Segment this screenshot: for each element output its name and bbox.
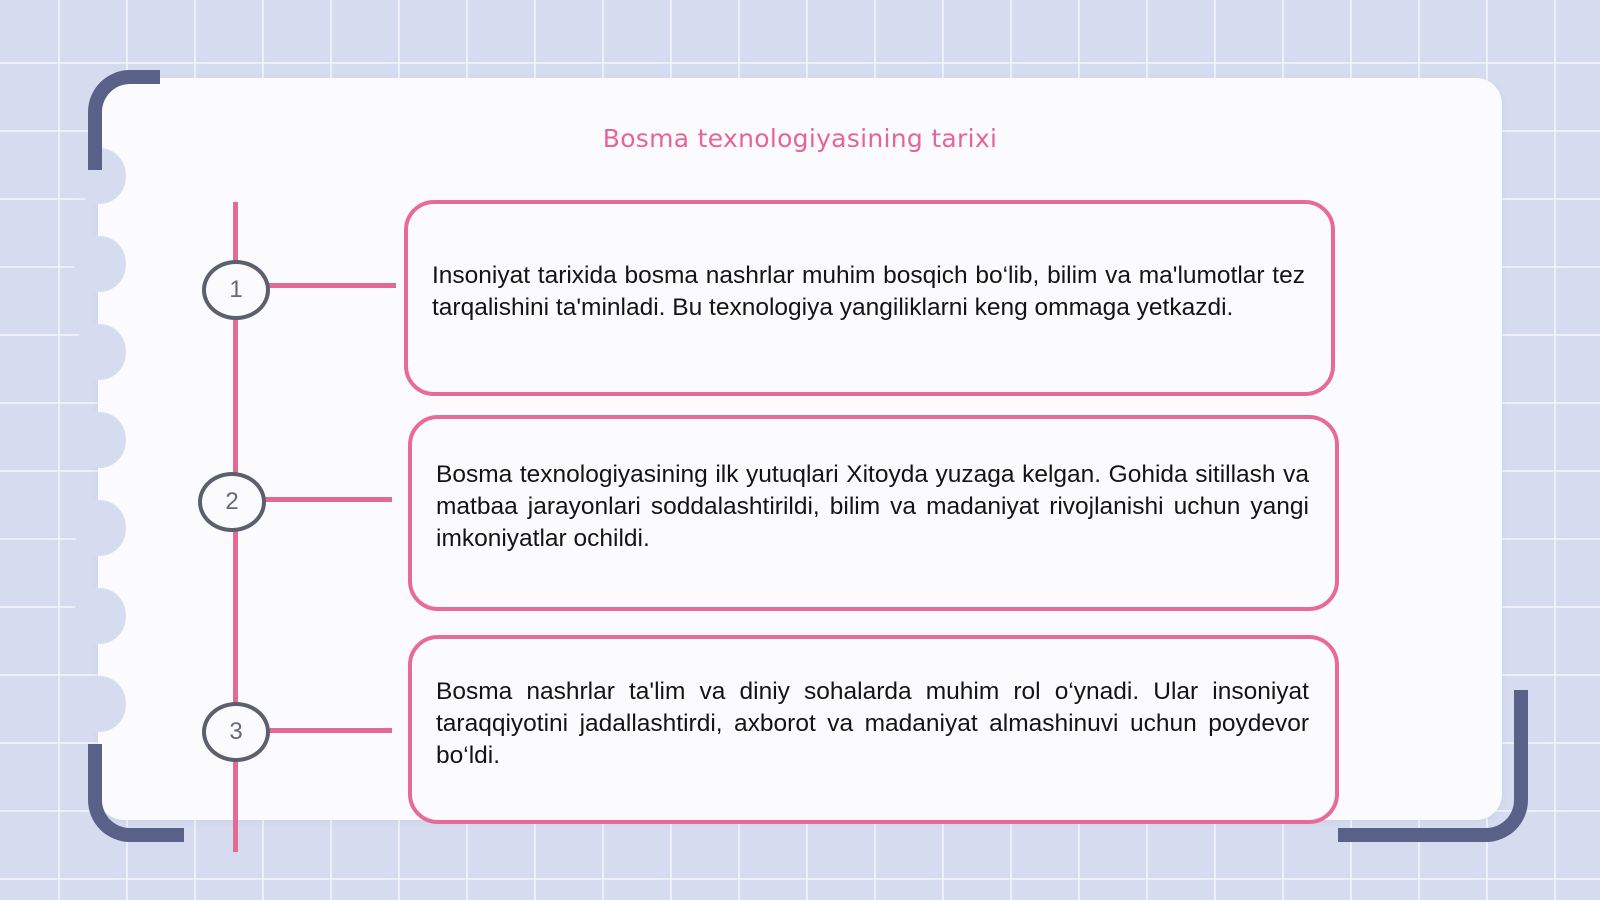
timeline-card <box>404 200 1335 396</box>
timeline-card-text: Bosma nashrlar ta'lim va diniy sohalarda muhim rol o‘ynadi. Ular insoniyat taraqqiyotini jadallashtirdi, axborot va madaniyat almashinuvi uchun poydevor bo‘ldi. <box>436 677 1309 769</box>
step-number-circle: 2 <box>198 472 266 532</box>
paper-notch <box>74 412 126 468</box>
step-number-circle: 3 <box>202 702 270 762</box>
paper-notch <box>74 500 126 556</box>
paper-notch <box>74 324 126 380</box>
paper-notch <box>74 588 126 644</box>
corner-bracket-top-left <box>88 70 160 170</box>
corner-bracket-bottom-right <box>1338 690 1528 842</box>
corner-bracket-bottom-left <box>88 744 184 842</box>
timeline-card <box>408 415 1339 611</box>
slide-title: Bosma texnologiyasining tarixi <box>602 124 998 153</box>
paper-notch <box>74 236 126 292</box>
connector-line <box>264 283 396 288</box>
connector-line <box>264 728 392 733</box>
paper-notch <box>74 676 126 732</box>
timeline-card-text: Bosma texnologiyasining ilk yutuqlari Xitoyda yuzaga kelgan. Gohida sitillash va matbaa jarayonlari soddalashtirildi, bilim va madaniyat rivojlanishi uchun yangi imkoniyatlar ochildi. <box>436 461 1309 552</box>
timeline-card <box>408 635 1339 824</box>
timeline-card-text: Insoniyat tarixida bosma nashrlar muhim bosqich bo‘lib, bilim va ma'lumotlar tez tarqalishini ta'minladi. Bu texnologiya yangiliklarni keng ommaga yetkazdi. <box>432 262 1305 321</box>
step-number-circle: 1 <box>202 260 270 320</box>
connector-line <box>262 497 392 502</box>
